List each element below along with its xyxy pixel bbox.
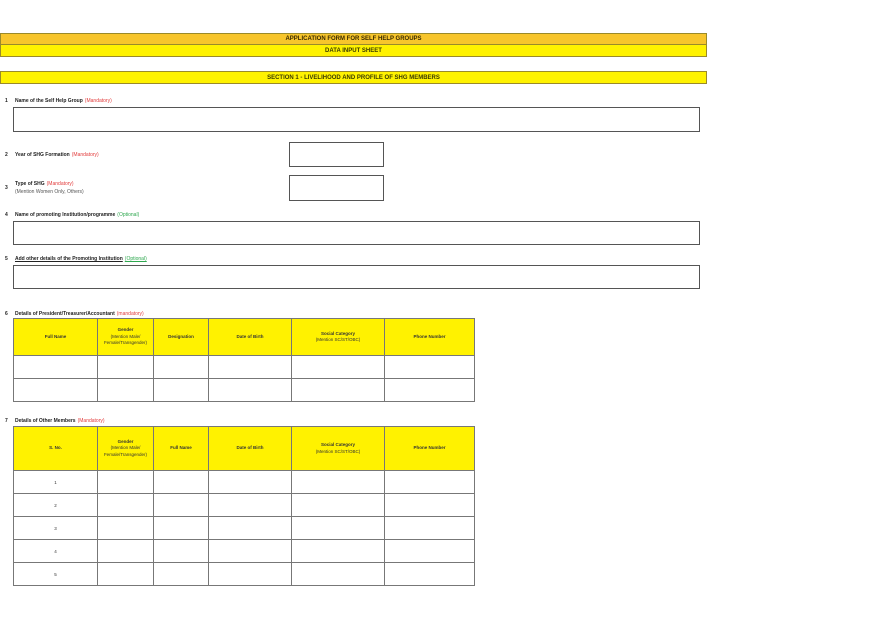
table-cell[interactable]: [292, 356, 385, 379]
shg-name-input[interactable]: [13, 107, 700, 132]
table-cell[interactable]: [385, 494, 475, 517]
column-header: Social Category (Mention SC/ST/OBC): [292, 319, 385, 356]
table-row: [14, 379, 475, 402]
column-header: Phone Number: [385, 427, 475, 471]
office-bearers-table: [13, 318, 475, 402]
table-cell[interactable]: [292, 471, 385, 494]
table-cell[interactable]: [98, 494, 154, 517]
column-header: Social Category (Mention SC/ST/OBC): [292, 427, 385, 471]
table-cell[interactable]: [209, 517, 292, 540]
serial-number-cell: 2: [14, 494, 98, 517]
table-cell[interactable]: [209, 494, 292, 517]
column-header: Gender (Mention Male/ Female/Transgender): [98, 427, 154, 471]
form-subtitle: DATA INPUT SHEET: [0, 45, 707, 57]
table-cell[interactable]: [154, 517, 209, 540]
promoting-institution-details-input[interactable]: [13, 265, 700, 289]
table-cell[interactable]: [209, 563, 292, 586]
table-cell[interactable]: [385, 540, 475, 563]
table-cell[interactable]: [154, 471, 209, 494]
table-row: [14, 494, 475, 517]
table-cell[interactable]: [209, 540, 292, 563]
table-cell[interactable]: [98, 517, 154, 540]
table-row: [14, 356, 475, 379]
table-cell[interactable]: [98, 379, 154, 402]
table-header-row: [14, 427, 475, 471]
table-cell[interactable]: [154, 356, 209, 379]
table-cell[interactable]: [98, 471, 154, 494]
table-cell[interactable]: [98, 540, 154, 563]
shg-type-input[interactable]: [289, 175, 384, 201]
table-cell[interactable]: [209, 379, 292, 402]
table-row: [14, 540, 475, 563]
table-cell[interactable]: [292, 540, 385, 563]
table-cell[interactable]: [154, 540, 209, 563]
table-cell[interactable]: [98, 356, 154, 379]
promoting-institution-input[interactable]: [13, 221, 700, 245]
column-header: Date of Birth: [209, 427, 292, 471]
shg-formation-year-input[interactable]: [289, 142, 384, 167]
serial-number-cell: 3: [14, 517, 98, 540]
table-cell[interactable]: [14, 379, 98, 402]
table-cell[interactable]: [385, 379, 475, 402]
serial-number-cell: 5: [14, 563, 98, 586]
serial-number-cell: 4: [14, 540, 98, 563]
table-cell[interactable]: [385, 563, 475, 586]
table-cell[interactable]: [209, 356, 292, 379]
table-row: [14, 471, 475, 494]
table-cell[interactable]: [292, 563, 385, 586]
column-header: Designation: [154, 319, 209, 356]
column-header: Gender (Mention Male/ Female/Transgender): [98, 319, 154, 356]
table-cell[interactable]: [14, 356, 98, 379]
table-cell[interactable]: [292, 379, 385, 402]
column-header: Date of Birth: [209, 319, 292, 356]
table-cell[interactable]: [209, 471, 292, 494]
table-cell[interactable]: [98, 563, 154, 586]
table-cell[interactable]: [385, 517, 475, 540]
table-cell[interactable]: [385, 356, 475, 379]
section-heading: SECTION 1 - LIVELIHOOD AND PROFILE OF SHG MEMBERS: [0, 71, 707, 84]
serial-number-cell: 1: [14, 471, 98, 494]
table-cell[interactable]: [292, 494, 385, 517]
column-header: Phone Number: [385, 319, 475, 356]
table-cell[interactable]: [154, 563, 209, 586]
column-header: Full Name: [154, 427, 209, 471]
table-cell[interactable]: [292, 517, 385, 540]
table-row: [14, 563, 475, 586]
form-title: APPLICATION FORM FOR SELF HELP GROUPS: [0, 33, 707, 45]
table-header-row: [14, 319, 475, 356]
table-cell[interactable]: [385, 471, 475, 494]
table-row: [14, 517, 475, 540]
column-header: Full Name: [14, 319, 98, 356]
table-cell[interactable]: [154, 494, 209, 517]
other-members-table: [13, 426, 475, 586]
table-cell[interactable]: [154, 379, 209, 402]
column-header: S. No.: [14, 427, 98, 471]
